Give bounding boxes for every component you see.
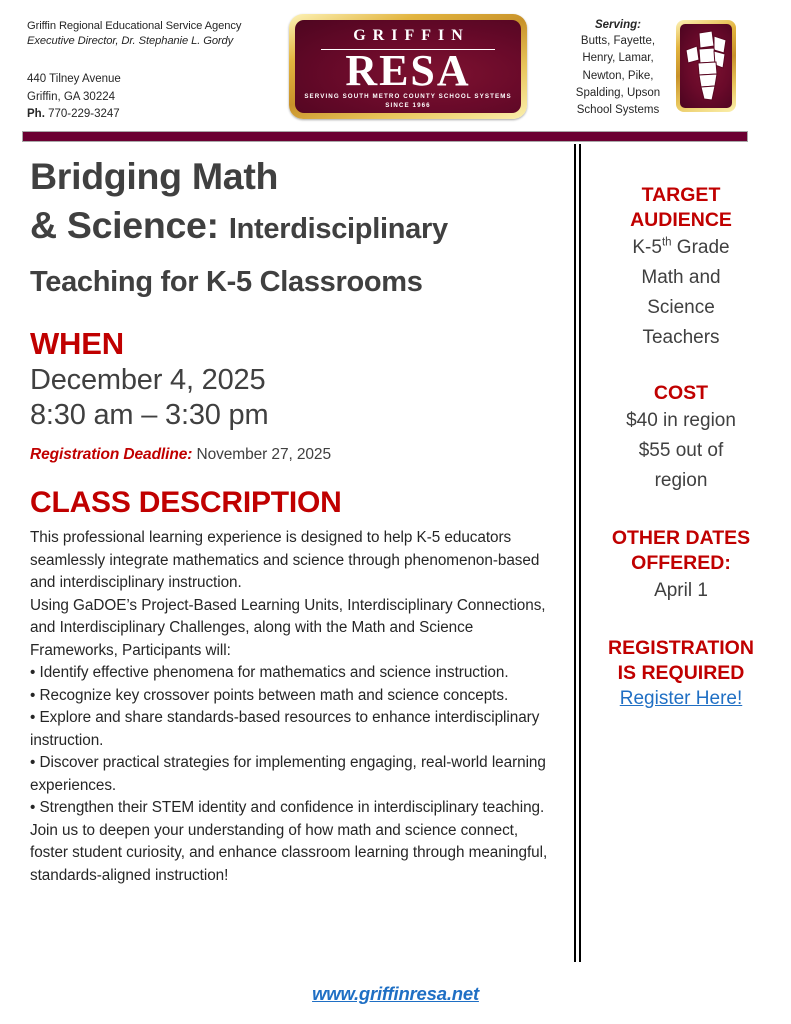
serving-label: Serving:: [594, 19, 641, 31]
description-bullet: • Explore and share standards-based resources to enhance interdisciplinary instruction.: [30, 709, 540, 749]
target-audience-line-2: Math and: [641, 267, 721, 288]
target-audience-heading: TARGET: [641, 184, 721, 206]
phone-number: 770-229-3247: [44, 108, 120, 120]
serving-line: School Systems: [576, 104, 660, 117]
other-dates-heading: OTHER DATES: [611, 527, 751, 549]
sidebar-column: [592, 183, 770, 712]
serving-line: Butts, Fayette,: [580, 35, 656, 47]
county-map-svg: [680, 24, 732, 108]
agency-director: Executive Director, Dr. Stephanie L. Gordy: [27, 35, 234, 47]
description-bullet: • Discover practical strategies for implementing engaging, real-world learning experiences.: [30, 754, 546, 794]
column-divider: [574, 144, 581, 962]
title-line-2-bold: & Science:: [30, 204, 229, 246]
logo-griffin-text: GRIFFIN: [353, 27, 470, 44]
logo-inner-plate: [295, 20, 521, 113]
class-description-body: [30, 527, 550, 887]
serving-counties-block: [565, 17, 671, 119]
maroon-divider-bar: [22, 131, 748, 142]
target-audience-heading-2: AUDIENCE: [630, 209, 732, 231]
serving-line: Newton, Pike,: [582, 69, 654, 82]
phone-line: [27, 106, 277, 124]
other-dates-heading-2: OFFERED:: [631, 552, 731, 574]
logo-tagline-2: SINCE 1966: [385, 102, 431, 109]
when-time: 8:30 am – 3:30 pm: [30, 399, 269, 431]
grade-prefix: K-5: [632, 237, 662, 258]
address-block: [27, 71, 277, 124]
other-dates-value: April 1: [654, 580, 708, 601]
county-map-icon: [676, 20, 736, 112]
title-line-1: Bridging Math: [30, 155, 279, 197]
when-heading: WHEN: [30, 326, 124, 361]
agency-name: Griffin Regional Educational Service Agency: [27, 20, 242, 32]
spacer: [592, 606, 770, 636]
register-here-link[interactable]: Register Here!: [619, 688, 743, 709]
flyer-header: [0, 0, 791, 128]
description-paragraph: Join us to deepen your understanding of how math and science connect, foster student curiosity, and enhance classroom learning through meaningful, standards-aligned instruction!: [30, 821, 548, 884]
main-content-column: [30, 152, 550, 887]
when-date: December 4, 2025: [30, 364, 266, 396]
divider-line-right: [579, 144, 581, 962]
description-paragraph: This professional learning experience is designed to help K-5 educators seamlessly integrate mathematics and science through phenomenon-based and interdisciplinary instruction.: [30, 529, 540, 591]
county-map-plate: [680, 24, 732, 108]
register-link-wrapper: [592, 686, 770, 712]
flyer-footer: [0, 983, 791, 1005]
description-bullet: • Identify effective phenomena for mathematics and science instruction.: [30, 664, 509, 681]
logo-tagline-1: SERVING SOUTH METRO COUNTY SCHOOL SYSTEMS: [304, 93, 512, 100]
title-line-3: Teaching for K-5 Classrooms: [30, 266, 423, 298]
spacer: [592, 353, 770, 381]
registration-deadline: [30, 444, 550, 466]
page-title: [30, 152, 550, 307]
address-line-1: 440 Tilney Avenue: [27, 73, 121, 85]
target-audience-line-3: Science: [647, 297, 715, 318]
cost-line-1: $40 in region: [626, 410, 736, 431]
address-line-2: Griffin, GA 30224: [27, 90, 116, 103]
description-bullet: • Recognize key crossover points between math and science concepts.: [30, 686, 509, 704]
grade-superscript: th: [661, 236, 672, 249]
title-line-2-rest: Interdisciplinary: [228, 213, 448, 245]
grade-suffix: Grade: [671, 237, 730, 258]
registration-required-heading-2: IS REQUIRED: [617, 662, 745, 684]
website-link[interactable]: www.griffinresa.net: [312, 983, 479, 1004]
cost-line-3: region: [654, 470, 708, 491]
registration-required-heading: REGISTRATION: [608, 637, 754, 659]
phone-label: Ph.: [27, 108, 45, 120]
title-line-2: [30, 201, 550, 258]
griffin-resa-logo: [289, 14, 527, 119]
deadline-value: November 27, 2025: [192, 446, 331, 463]
logo-resa-text: RESA: [345, 46, 471, 95]
target-audience-grade: [592, 233, 770, 263]
cost-heading: COST: [653, 382, 709, 404]
divider-line-left: [574, 144, 576, 962]
description-paragraph: Using GaDOE’s Project-Based Learning Units, Interdisciplinary Connections, and Interdisciplinary Challenges, along with the Math and Science Frameworks, Participants will:: [30, 596, 546, 659]
spacer: [592, 496, 770, 526]
deadline-label: Registration Deadline:: [30, 446, 193, 463]
target-audience-line-4: Teachers: [642, 327, 720, 348]
serving-line: Spalding, Upson: [575, 86, 661, 99]
serving-line: Henry, Lamar,: [582, 52, 654, 65]
description-bullet: • Strengthen their STEM identity and confidence in interdisciplinary teaching.: [30, 799, 545, 816]
agency-block: [27, 19, 277, 49]
cost-line-2: $55 out of: [638, 440, 724, 461]
class-description-heading: CLASS DESCRIPTION: [30, 486, 342, 519]
